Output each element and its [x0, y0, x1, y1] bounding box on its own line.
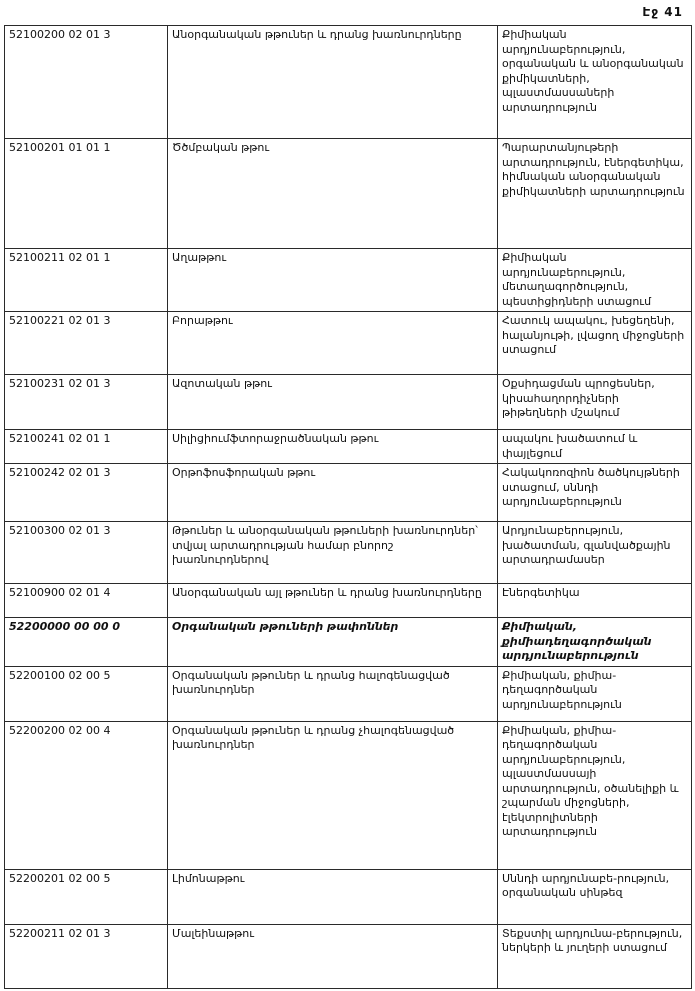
table-row-section-header	[5, 618, 692, 667]
code-cell: 52100201 01 01 1	[5, 139, 168, 249]
name-cell: Օրթոֆոսֆորական թթու	[168, 464, 498, 522]
name-cell: Ծծմբական թթու	[168, 139, 498, 249]
name-cell: Աղաթթու	[168, 249, 498, 312]
usage-cell: Օքսիդացման պրոցեսներ, կիսահաղորդիչների թիթեղների մշակում	[498, 375, 692, 430]
usage-cell: Տեքստիլ արդյունա-բերություն, ներկերի և յուղերի ստացում	[498, 924, 692, 988]
table-row	[5, 464, 692, 522]
usage-cell: Քիմիական արդյունաբերություն, օրգանական և անօրգանական քիմիկատների, պլաստմասսաների արտադրություն	[498, 26, 692, 139]
name-cell: Լիմոնաթթու	[168, 869, 498, 924]
code-cell: 52100242 02 01 3	[5, 464, 168, 522]
name-cell: Ազոտական թթու	[168, 375, 498, 430]
page-number: Էջ 41	[642, 5, 683, 19]
code-cell: 52100221 02 01 3	[5, 312, 168, 375]
code-cell: 52100200 02 01 3	[5, 26, 168, 139]
table-row	[5, 26, 692, 139]
table-row	[5, 869, 692, 924]
name-cell: Մալեինաթթու	[168, 924, 498, 988]
name-cell: Անօրգանական այլ թթուներ և դրանց խառնուրդները	[168, 584, 498, 618]
name-cell: Բորաթթու	[168, 312, 498, 375]
usage-cell: Պարարտանյութերի արտադրություն, էներգետիկա, հիմնական անօրգանական քիմիկատների արտադրություն	[498, 139, 692, 249]
name-cell: Սիլիցիումֆտորաջրածնական թթու	[168, 430, 498, 464]
name-cell: Օրգանական թթուներ և դրանց հալոգենացված խառնուրդներ	[168, 666, 498, 721]
name-cell: Օրգանական թթուների թափոններ	[168, 618, 498, 667]
table-row	[5, 584, 692, 618]
table-row	[5, 666, 692, 721]
usage-cell: Սննդի արդյունաբե-րություն, օրգանական սինթեզ	[498, 869, 692, 924]
usage-cell: Քիմիական, քիմիադեղագործական արդյունաբերություն	[498, 618, 692, 667]
code-cell: 52100231 02 01 3	[5, 375, 168, 430]
usage-cell: ապակու խածատում և փայլեցում	[498, 430, 692, 464]
code-cell: 52200201 02 00 5	[5, 869, 168, 924]
usage-cell: Հատուկ ապակու, խեցեղենի, հալանյութի, լվացող միջոցների ստացում	[498, 312, 692, 375]
table-row	[5, 924, 692, 988]
table-row	[5, 522, 692, 584]
usage-cell: Քիմիական արդյունաբերություն, մետաղագործություն, պեստիցիդների ստացում	[498, 249, 692, 312]
usage-cell: Հակակոռոզիոն ծածկույթների ստացում, սննդի արդյունաբերություն	[498, 464, 692, 522]
code-cell: 52100900 02 01 4	[5, 584, 168, 618]
usage-cell: Քիմիական, քիմիա-դեղագործական արդյունաբերություն, պլաստմասսայի արտադրություն, օծանելիքի և շպարման միջոցների, էլեկտրոլիտների արտադրություն	[498, 721, 692, 869]
code-cell: 52200200 02 00 4	[5, 721, 168, 869]
table-row	[5, 139, 692, 249]
code-cell: 52100300 02 01 3	[5, 522, 168, 584]
waste-codes-table	[4, 25, 692, 989]
usage-cell: Քիմիական, քիմիա-դեղագործական արդյունաբերություն	[498, 666, 692, 721]
table-row	[5, 249, 692, 312]
code-cell: 52200100 02 00 5	[5, 666, 168, 721]
usage-cell: Էներգետիկա	[498, 584, 692, 618]
code-cell: 52100211 02 01 1	[5, 249, 168, 312]
code-cell: 52200000 00 00 0	[5, 618, 168, 667]
code-cell: 52100241 02 01 1	[5, 430, 168, 464]
table-row	[5, 375, 692, 430]
usage-cell: Արդյունաբերություն, խածատման, գլանվածքային արտադրամասեր	[498, 522, 692, 584]
name-cell: Թթուներ և անօրգանական թթուների խառնուրդներ՝ տվյալ արտադրության համար բնորոշ խառնուրդներով	[168, 522, 498, 584]
name-cell: Օրգանական թթուներ և դրանց չհալոգենացված խառնուրդներ	[168, 721, 498, 869]
table-row	[5, 430, 692, 464]
table-row	[5, 721, 692, 869]
table-row	[5, 312, 692, 375]
name-cell: Անօրգանական թթուներ և դրանց խառնուրդները	[168, 26, 498, 139]
code-cell: 52200211 02 01 3	[5, 924, 168, 988]
